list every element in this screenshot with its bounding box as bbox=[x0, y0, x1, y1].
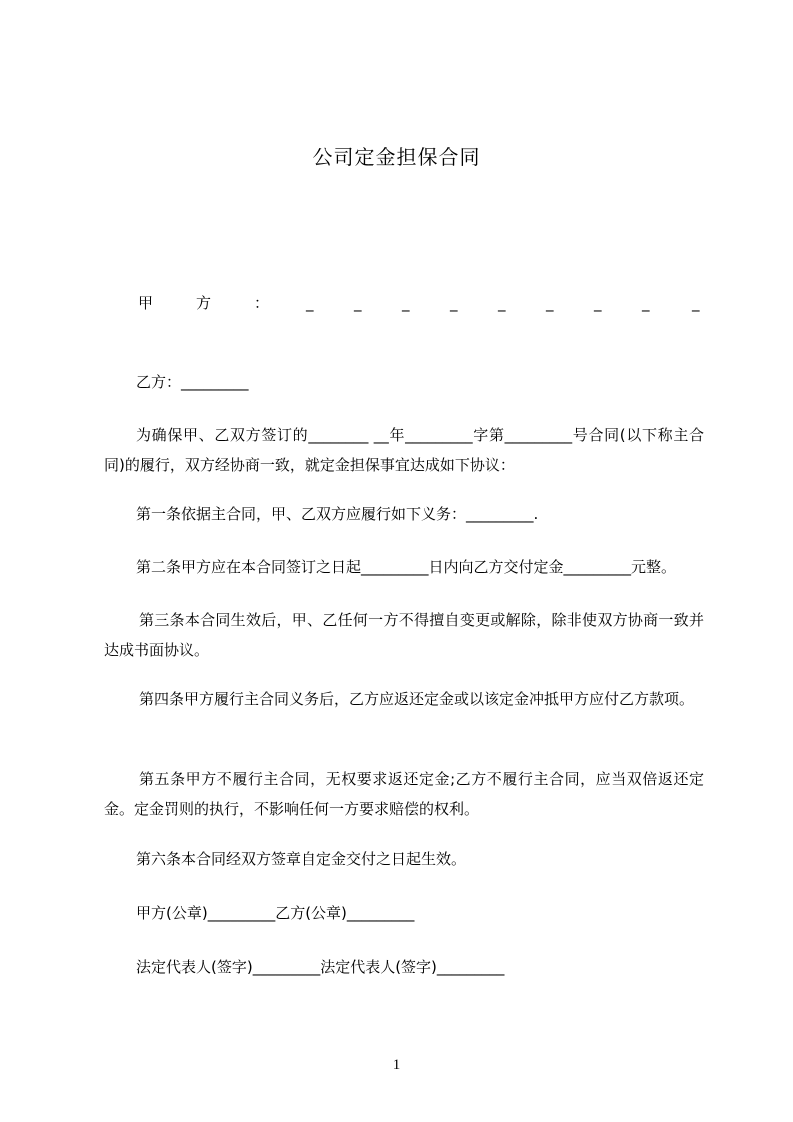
intro-paragraph: 为确保甲、乙双方签订的________ __年_________字第_________号合同(以下称主合同)的履行，双方经协商一致，就定金担保事宜达成如下协议： bbox=[104, 426, 704, 474]
party-a-blank: _ bbox=[546, 294, 554, 312]
article-2: 第二条甲方应在本合同签订之日起_________日内向乙方交付定金_________元整。 bbox=[136, 558, 677, 576]
party-a-colon: ： bbox=[254, 294, 270, 312]
document-title: 公司定金担保合同 bbox=[312, 145, 481, 169]
article-3: 第三条本合同生效后，甲、乙任何一方不得擅自变更或解除，除非使双方协商一致并达成书面协议。 bbox=[104, 611, 704, 659]
party-a-blank: _ bbox=[354, 294, 362, 312]
article-4: 第四条甲方履行主合同义务后，乙方应返还定金或以该定金冲抵甲方应付乙方款项。 bbox=[139, 690, 695, 708]
page-number: 1 bbox=[392, 1057, 401, 1073]
signature-seal-line: 甲方(公章)_________乙方(公章)_________ bbox=[136, 904, 415, 922]
party-a-blank: _ bbox=[498, 294, 506, 312]
article-6: 第六条本合同经双方签章自定金交付之日起生效。 bbox=[136, 850, 467, 868]
party-a-label-char1: 甲 bbox=[138, 294, 154, 312]
party-b-line: 乙方：_________ bbox=[136, 373, 249, 391]
party-a-blank: _ bbox=[692, 294, 700, 312]
party-a-line bbox=[138, 288, 704, 318]
party-a-blank: _ bbox=[306, 294, 314, 312]
party-a-label-char2: 方 bbox=[196, 294, 212, 312]
party-a-blank: _ bbox=[642, 294, 650, 312]
party-a-blank: _ bbox=[594, 294, 602, 312]
party-a-blank: _ bbox=[450, 294, 458, 312]
article-5: 第五条甲方不履行主合同，无权要求返还定金;乙方不履行主合同，应当双倍返还定金。定金罚则的执行，不影响任何一方要求赔偿的权利。 bbox=[104, 770, 704, 818]
signature-representative-line: 法定代表人(签字)_________法定代表人(签字)_________ bbox=[136, 958, 505, 976]
article-1: 第一条依据主合同，甲、乙双方应履行如下义务：_________. bbox=[136, 505, 539, 523]
party-a-blank: _ bbox=[402, 294, 410, 312]
